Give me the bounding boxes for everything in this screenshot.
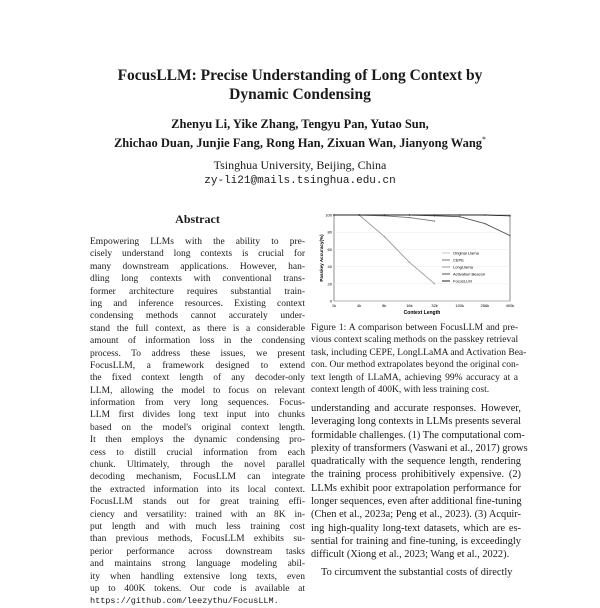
affiliation-block [0, 157, 600, 189]
abstract-line: stand the full context, as there is a considerable [90, 323, 305, 334]
body-line: understanding and accurate responses. However, [311, 403, 521, 414]
abstract-line: the fixed context length of any decoder-only [90, 373, 305, 384]
author-list [0, 116, 600, 151]
author-email[interactable]: zy-li21@mails.tsinghua.edu.cn [204, 175, 396, 187]
figure-caption [311, 322, 527, 396]
body-line: ing high-quality long-text datasets, which are es- [311, 522, 521, 534]
body-line: difficult (Xiong et al., 2023; Wang et al., 2022). [311, 549, 510, 561]
corresponding-author-mark: * [482, 135, 487, 144]
data-point [434, 214, 435, 215]
abstract-line: ciency and versatility: trained with an 8K in- [90, 509, 305, 520]
data-point [509, 235, 510, 236]
data-point [384, 214, 385, 215]
abstract-body [90, 236, 305, 608]
plot-frame [334, 215, 510, 301]
data-point [459, 216, 460, 217]
abstract-line: former architecture requires substantial train- [90, 286, 305, 297]
data-point [409, 217, 410, 218]
data-point [459, 214, 460, 215]
abstract-line: based on the model's original context length. [90, 422, 305, 433]
body-line: To circumvent the substantial costs of directly [321, 566, 513, 578]
x-tick-label: 1k [331, 303, 337, 308]
series-line [334, 215, 510, 236]
legend-label: Original Llama [453, 250, 479, 256]
y-tick-label: 20 [327, 281, 332, 287]
caption-line: Figure 1: A comparison between FocusLLM and pre- [311, 323, 518, 333]
x-tick-label: 16k [406, 303, 413, 308]
body-line: plexity of transformers (Vaswani et al., 2017) grows [311, 442, 528, 454]
body-line: quadratically with the sequence length, rendering [311, 456, 521, 468]
data-point [484, 214, 485, 215]
caption-line: vious context scaling methods on the passkey retrieval [311, 335, 519, 346]
body-line: sential for training and fine-tuning, is exceedingly [311, 535, 521, 547]
abstract-line: cisely understand long contexts is crucial for [90, 249, 305, 260]
legend-label: FocusLLM [453, 278, 472, 284]
abstract-line: dling long contexts with conventional trans- [90, 274, 305, 285]
abstract-line: Empowering LLMs with the ability to pre- [90, 237, 305, 247]
authors-line-2-text: Zhichao Duan, Junjie Fang, Rong Han, Zixuan Wan, Jianyong Wang [113, 136, 483, 151]
body-line: formidable challenges. (1) The computational com- [311, 429, 525, 441]
body-line: (Chen et al., 2023a; Peng et al., 2023). (3) Acquir- [311, 509, 521, 521]
abstract-line: up to 400K tokens. Our code is available at [90, 583, 305, 594]
body-line: the training process prohibitively expensive. (2) [311, 469, 521, 481]
x-tick-label: 256k [480, 303, 490, 308]
y-tick-label: 60 [327, 246, 332, 252]
y-tick-label: 0 [329, 298, 332, 304]
caption-line: task, including CEPE, LongLLaMA and Activation Bea- [311, 347, 527, 358]
abstract-line: put length and with much less training cost [90, 521, 305, 532]
body-line: longer sequences, even after additional fine-tuning [311, 496, 522, 508]
body-text [311, 402, 528, 579]
abstract-line: chunk. Ultimately, through the novel parallel [90, 460, 305, 471]
abstract-line: many downstream applications. However, han- [90, 261, 305, 272]
title-line-2: Dynamic Condensing [229, 86, 371, 103]
chart-plot-area [319, 213, 514, 317]
data-point [434, 220, 435, 221]
abstract-line: ing and inference resources. Existing context [90, 298, 305, 309]
abstract-line: than previous methods, FocusLLM exhibits su- [90, 534, 305, 545]
data-point [384, 236, 385, 237]
x-tick-label: 32k [431, 303, 438, 308]
legend-label: CEPE [453, 257, 464, 263]
x-tick-label: 8k [382, 303, 387, 308]
legend-label: Activation Beacon [453, 271, 486, 277]
abstract-line: ity when handling extensive long texts, even [90, 571, 305, 582]
abstract-line: perior performance across downstream tasks [90, 546, 305, 557]
abstract-line: amount of information loss in the condensing [90, 336, 305, 347]
x-axis-label: Context Length [403, 310, 441, 316]
passkey-accuracy-chart [318, 207, 518, 317]
body-line: leveraging long contexts in LLMs presents several [311, 416, 522, 428]
x-tick-label: 4k [357, 303, 362, 308]
abstract-line: LLM, allowing the model to focus on relevant [90, 385, 305, 396]
data-point [358, 214, 359, 215]
abstract-line: cess to distill crucial information from each [90, 447, 305, 458]
y-tick-label: 40 [327, 264, 332, 270]
abstract-line: and maintains strong language modeling abil- [90, 559, 305, 570]
caption-line: con. Our method extrapolates beyond the original con- [311, 360, 519, 371]
data-point [409, 214, 410, 215]
abstract-line: condensing methods cannot accurately under- [90, 311, 305, 322]
y-axis-label: Passkey Accuracy(%) [319, 234, 324, 282]
paper-title [0, 66, 600, 104]
y-tick-label: 100 [325, 212, 332, 218]
abstract-line: LLM first divides long text input into chunks [90, 410, 305, 421]
abstract-line: FocusLLM, a framework designed to extend [90, 360, 305, 371]
abstract-line: decoding mechanism, FocusLLM can integrate [90, 472, 305, 483]
data-point [509, 215, 510, 216]
caption-line: text length of LLaMA, achieving 99% accuracy at a [311, 372, 518, 383]
legend-label: LongLlama [453, 264, 473, 270]
y-tick-label: 80 [327, 229, 332, 235]
authors-line-1: Zhenyu Li, Yike Zhang, Tengyu Pan, Yutao Sun, [171, 117, 429, 131]
caption-line: context length of 400K, with less training cost. [311, 384, 490, 395]
abstract-line: the extracted information into its local context. [90, 484, 305, 495]
data-point [409, 262, 410, 263]
abstract-line: information from very long sequences. Focus- [90, 398, 305, 409]
title-line-1: FocusLLM: Precise Understanding of Long Context by [117, 67, 483, 84]
abstract-heading: Abstract [175, 212, 220, 226]
data-point [333, 214, 334, 215]
abstract-line: It then employs the dynamic condensing pro- [90, 435, 305, 446]
abstract-line: FocusLLM stands out for great training effi- [90, 497, 305, 508]
data-point [484, 223, 485, 224]
data-point [434, 283, 435, 284]
x-tick-label: 400k [505, 303, 515, 308]
authors-line-2 [0, 132, 600, 151]
abstract-line: process. To address these issues, we present [90, 348, 305, 359]
body-line: LLMs exhibit poor extrapolation performance for [311, 482, 521, 494]
affiliation: Tsinghua University, Beijing, China [213, 158, 387, 172]
x-tick-label: 100k [455, 303, 465, 308]
code-link[interactable]: https://github.com/leezythu/FocusLLM. [90, 596, 279, 607]
